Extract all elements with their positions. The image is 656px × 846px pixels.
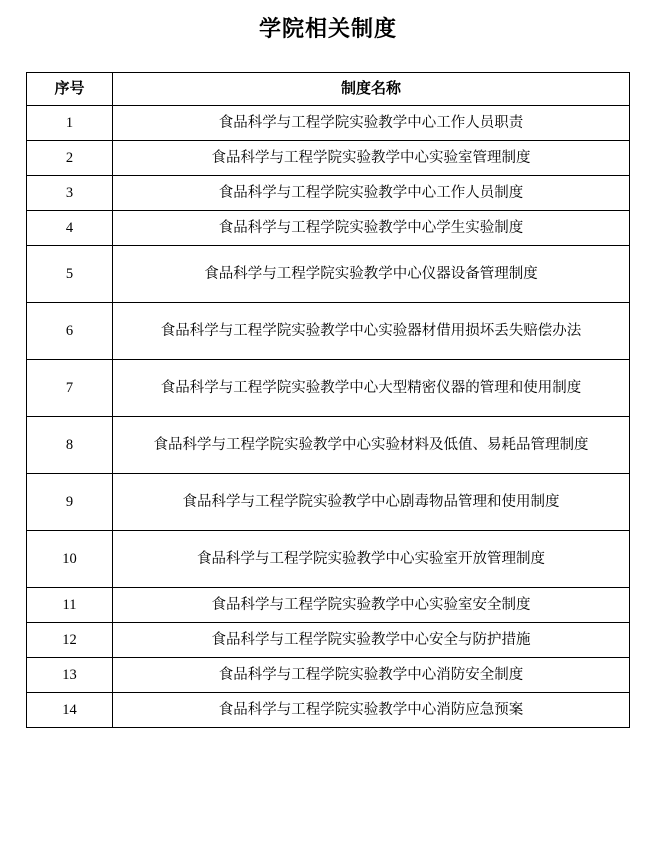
cell-rule-name: 食品科学与工程学院实验教学中心学生实验制度: [113, 211, 630, 246]
rules-table-container: [26, 72, 630, 728]
rules-table: [26, 72, 630, 728]
cell-sequence-number: 9: [27, 474, 113, 531]
cell-rule-name: 食品科学与工程学院实验教学中心实验室开放管理制度: [113, 531, 630, 588]
table-row: [27, 303, 630, 360]
table-row: [27, 246, 630, 303]
cell-sequence-number: 5: [27, 246, 113, 303]
table-row: [27, 474, 630, 531]
cell-sequence-number: 4: [27, 211, 113, 246]
cell-rule-name: 食品科学与工程学院实验教学中心消防安全制度: [113, 658, 630, 693]
table-row: [27, 658, 630, 693]
cell-sequence-number: 7: [27, 360, 113, 417]
cell-rule-name: 食品科学与工程学院实验教学中心大型精密仪器的管理和使用制度: [113, 360, 630, 417]
cell-rule-name: 食品科学与工程学院实验教学中心实验室安全制度: [113, 588, 630, 623]
column-header-name: 制度名称: [113, 73, 630, 106]
table-row: [27, 623, 630, 658]
cell-rule-name: 食品科学与工程学院实验教学中心消防应急预案: [113, 693, 630, 728]
cell-sequence-number: 14: [27, 693, 113, 728]
table-header: [27, 73, 630, 106]
table-row: [27, 141, 630, 176]
table-row: [27, 106, 630, 141]
cell-rule-name: 食品科学与工程学院实验教学中心仪器设备管理制度: [113, 246, 630, 303]
cell-sequence-number: 13: [27, 658, 113, 693]
table-row: [27, 693, 630, 728]
table-row: [27, 531, 630, 588]
cell-rule-name: 食品科学与工程学院实验教学中心工作人员制度: [113, 176, 630, 211]
cell-sequence-number: 3: [27, 176, 113, 211]
table-row: [27, 588, 630, 623]
cell-sequence-number: 12: [27, 623, 113, 658]
table-row: [27, 211, 630, 246]
table-row: [27, 176, 630, 211]
cell-rule-name: 食品科学与工程学院实验教学中心安全与防护措施: [113, 623, 630, 658]
table-header-row: [27, 73, 630, 106]
cell-sequence-number: 1: [27, 106, 113, 141]
table-body: [27, 106, 630, 728]
cell-sequence-number: 6: [27, 303, 113, 360]
page-title: 学院相关制度: [258, 16, 397, 41]
cell-rule-name: 食品科学与工程学院实验教学中心工作人员职责: [113, 106, 630, 141]
cell-rule-name: 食品科学与工程学院实验教学中心实验材料及低值、易耗品管理制度: [113, 417, 630, 474]
column-header-no: 序号: [27, 73, 113, 106]
cell-sequence-number: 11: [27, 588, 113, 623]
table-row: [27, 360, 630, 417]
cell-rule-name: 食品科学与工程学院实验教学中心剧毒物品管理和使用制度: [113, 474, 630, 531]
cell-sequence-number: 10: [27, 531, 113, 588]
document-page: [0, 12, 656, 846]
cell-rule-name: 食品科学与工程学院实验教学中心实验器材借用损坏丢失赔偿办法: [113, 303, 630, 360]
cell-sequence-number: 8: [27, 417, 113, 474]
table-row: [27, 417, 630, 474]
cell-sequence-number: 2: [27, 141, 113, 176]
cell-rule-name: 食品科学与工程学院实验教学中心实验室管理制度: [113, 141, 630, 176]
